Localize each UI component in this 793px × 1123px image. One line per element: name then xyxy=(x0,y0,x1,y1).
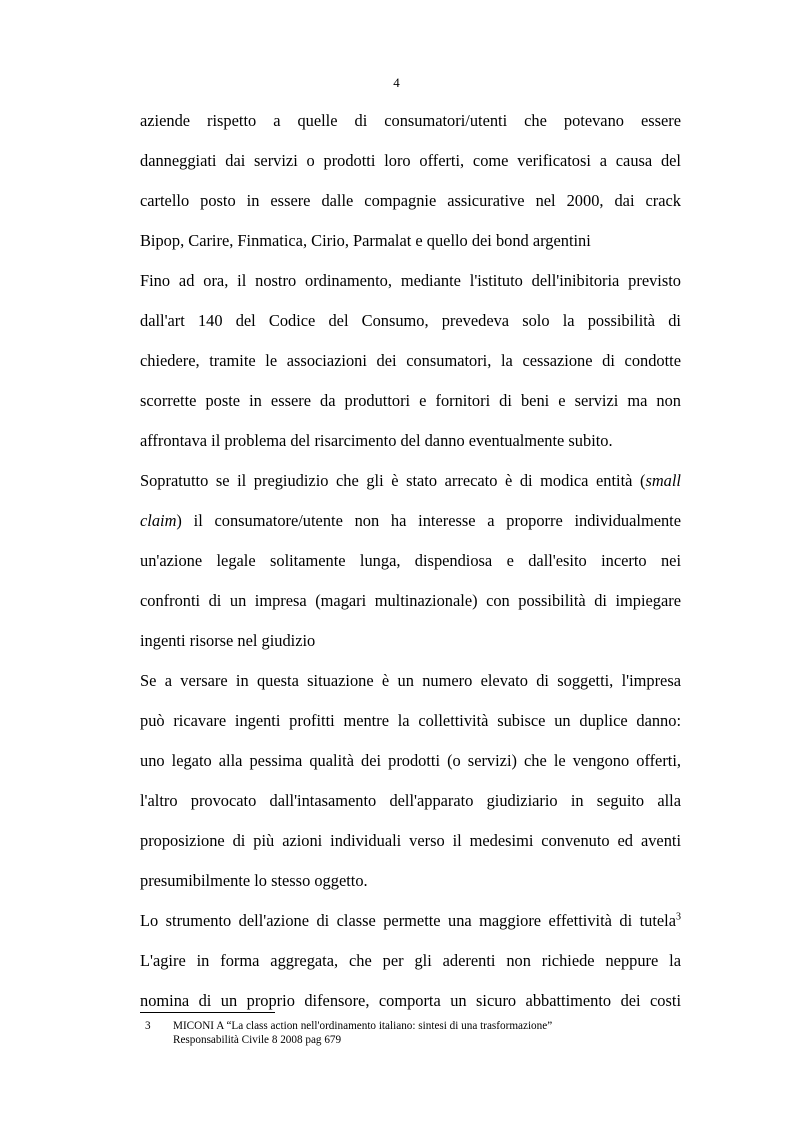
footnote-line-2: Responsabilità Civile 8 2008 pag 679 xyxy=(173,1034,342,1046)
footnote-citation: MICONI A “La class action nell'ordinamento italiano: sintesi di una trasformazione” xyxy=(173,1020,553,1032)
body-line-11-italic: claim xyxy=(140,511,177,530)
body-line-11-text: ) il consumatore/utente non ha interesse a proporre individualmente xyxy=(176,511,681,530)
footnote-number: 3 xyxy=(145,1020,151,1032)
body-line-3: cartello posto in essere dalle compagnie assicurative nel 2000, dai crack xyxy=(140,191,681,210)
body-line-4: Bipop, Carire, Finmatica, Cirio, Parmalat e quello dei bond argentini xyxy=(140,231,591,250)
body-line-6: dall'art 140 del Codice del Consumo, prevedeva solo la possibilità di xyxy=(140,311,681,330)
body-line-21 xyxy=(140,911,681,931)
body-line-22: L'agire in forma aggregata, che per gli aderenti non richiede neppure la xyxy=(140,951,681,970)
body-line-16: può ricavare ingenti profitti mentre la collettività subisce un duplice danno: xyxy=(140,711,681,730)
page-number: 4 xyxy=(393,75,400,90)
body-line-18: l'altro provocato dall'intasamento dell'apparato giudiziario in seguito alla xyxy=(140,791,681,810)
body-line-1: aziende rispetto a quelle di consumatori/utenti che potevano essere xyxy=(140,111,681,130)
body-line-14: ingenti risorse nel giudizio xyxy=(140,631,316,650)
body-line-17: uno legato alla pessima qualità dei prodotti (o servizi) che le vengono offerti, xyxy=(140,751,681,770)
footnote-separator xyxy=(140,1012,275,1013)
body-line-12: un'azione legale solitamente lunga, dispendiosa e dall'esito incerto nei xyxy=(140,551,681,570)
body-line-8: scorrette poste in essere da produttori e fornitori di beni e servizi ma non xyxy=(140,391,681,410)
body-line-19: proposizione di più azioni individuali verso il medesimi convenuto ed aventi xyxy=(140,831,681,850)
body-line-11 xyxy=(140,511,681,531)
body-line-7: chiedere, tramite le associazioni dei consumatori, la cessazione di condotte xyxy=(140,351,681,370)
body-line-2: danneggiati dai servizi o prodotti loro offerti, come verificatosi a causa del xyxy=(140,151,681,170)
body-line-9: affrontava il problema del risarcimento del danno eventualmente subito. xyxy=(140,431,613,450)
body-line-15: Se a versare in questa situazione è un numero elevato di soggetti, l'impresa xyxy=(140,671,681,690)
body-line-10-text: Sopratutto se il pregiudizio che gli è stato arrecato è di modica entità ( xyxy=(140,471,646,490)
body-line-10 xyxy=(140,471,681,491)
footnote-line-1 xyxy=(145,1019,552,1033)
footnote-ref: 3 xyxy=(676,911,681,923)
body-line-10-italic: small xyxy=(645,471,681,490)
body-line-23: nomina di un proprio difensore, comporta un sicuro abbattimento dei costi xyxy=(140,991,681,1010)
body-line-21-text: Lo strumento dell'azione di classe permette una maggiore effettività di tutela xyxy=(140,911,676,930)
body-line-13: confronti di un impresa (magari multinazionale) con possibilità di impiegare xyxy=(140,591,681,610)
body-line-20: presumibilmente lo stesso oggetto. xyxy=(140,871,368,890)
body-line-5: Fino ad ora, il nostro ordinamento, mediante l'istituto dell'inibitoria previsto xyxy=(140,271,681,290)
